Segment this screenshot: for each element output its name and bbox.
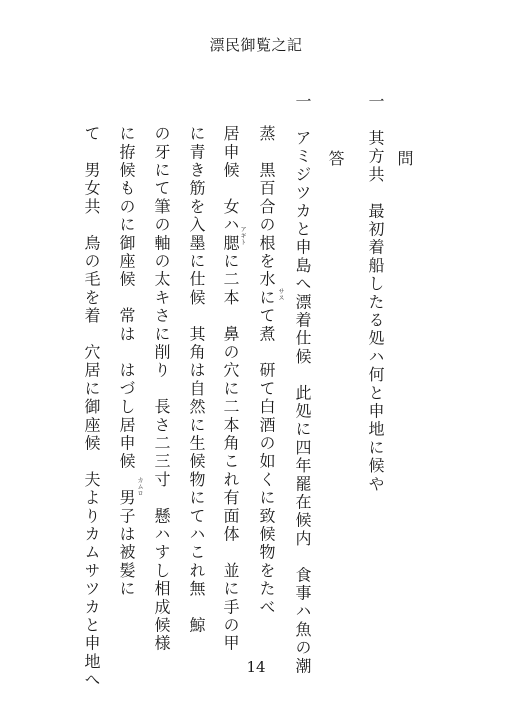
page-header-title: 漂民御覧之記	[209, 36, 303, 54]
text-line-7: に拵候ものに御座候 常は はづし居申候 男子は被髪に	[117, 125, 136, 599]
text-line-1: 一 其方共 最初着船したる処ハ何と申地に候や	[366, 93, 385, 494]
text-line-5: に青き筋を入墨に仕候 其角は自然に生候物にてハこれ無 鯨	[187, 125, 206, 635]
text-line-8: て 男女共 鳥の毛を着 穴居に御座候 夫よりカムサツカと申地へ	[82, 125, 101, 690]
ruby-annotation: カムロ	[136, 477, 143, 497]
text-line-3: 蒸 黒百合の根を水にて煮 研て白酒の如くに致候物をたべ	[257, 125, 276, 617]
ruby-annotation: サス	[277, 288, 284, 301]
text-line-4: 居申候 女ハ腮に二本 鼻の穴に二本角これ有面体 並に手の甲	[221, 125, 240, 653]
text-line-6: の牙にて筆の軸の太キさに削り 長さ二三寸 懸ハすし相成候様	[152, 125, 171, 653]
page-number: 14	[246, 658, 266, 676]
ruby-annotation: アギト	[239, 226, 246, 246]
text-line-2: 一 アミジツカと申島へ漂着仕候 此処に四年罷在候内 食事ハ魚の潮	[293, 93, 312, 676]
question-label: 問	[395, 150, 414, 166]
answer-label: 答	[326, 150, 345, 166]
